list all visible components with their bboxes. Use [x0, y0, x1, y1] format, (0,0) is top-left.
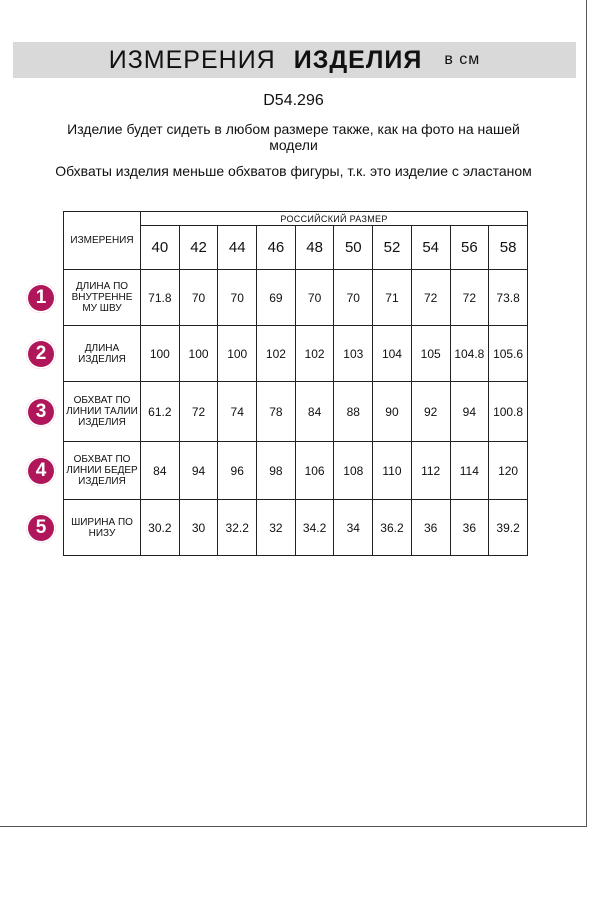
size-header-44: 44	[218, 226, 257, 270]
size-header-40: 40	[141, 226, 180, 270]
table-cell: 100	[218, 326, 257, 382]
table-cell: 34.2	[295, 500, 334, 556]
table-cell: 72	[411, 270, 450, 326]
table-cell: 100	[141, 326, 180, 382]
table-cell: 84	[295, 382, 334, 442]
table-row	[64, 382, 528, 442]
elastane-note: Обхваты изделия меньше обхватов фигуры, т.к. это изделие с эластаном	[55, 163, 532, 179]
table-cell: 108	[334, 442, 373, 500]
row-number-badge: 5	[26, 513, 56, 543]
table-cell: 36.2	[373, 500, 412, 556]
size-group-header: РОССИЙСКИЙ РАЗМЕР	[141, 212, 528, 226]
row-label: ДЛИНА ИЗДЕЛИЯ	[64, 326, 141, 382]
table-cell: 105	[411, 326, 450, 382]
table-cell: 70	[179, 270, 218, 326]
size-header-42: 42	[179, 226, 218, 270]
row-number-badge: 2	[26, 339, 56, 369]
table-cell: 70	[295, 270, 334, 326]
title-unit: в см	[444, 51, 481, 68]
row-number-badge: 3	[26, 397, 56, 427]
table-cell: 94	[450, 382, 489, 442]
table-cell: 94	[179, 442, 218, 500]
table-cell: 92	[411, 382, 450, 442]
table-cell: 39.2	[489, 500, 528, 556]
size-header-50: 50	[334, 226, 373, 270]
size-header-52: 52	[373, 226, 412, 270]
size-header-46: 46	[257, 226, 296, 270]
table-cell: 72	[450, 270, 489, 326]
table-cell: 70	[334, 270, 373, 326]
table-cell: 70	[218, 270, 257, 326]
table-cell: 32	[257, 500, 296, 556]
table-row	[64, 270, 528, 326]
table-cell: 106	[295, 442, 334, 500]
title-part-1: ИЗМЕРЕНИЯ	[108, 45, 276, 74]
row-number-badge: 1	[26, 283, 56, 313]
table-cell: 74	[218, 382, 257, 442]
table-cell: 61.2	[141, 382, 180, 442]
table-cell: 73.8	[489, 270, 528, 326]
table-cell: 30	[179, 500, 218, 556]
size-table	[63, 211, 528, 556]
row-label: ШИРИНА ПО НИЗУ	[64, 500, 141, 556]
table-cell: 114	[450, 442, 489, 500]
table-cell: 30.2	[141, 500, 180, 556]
table-cell: 84	[141, 442, 180, 500]
table-row	[64, 326, 528, 382]
title-part-2: ИЗДЕЛИЯ	[293, 45, 423, 74]
table-cell: 71.8	[141, 270, 180, 326]
size-header-56: 56	[450, 226, 489, 270]
fit-note: Изделие будет сидеть в любом размере также, как на фото на нашей модели	[67, 121, 520, 153]
table-cell: 112	[411, 442, 450, 500]
table-cell: 71	[373, 270, 412, 326]
table-cell: 100	[179, 326, 218, 382]
row-label: ДЛИНА ПО ВНУТРЕННЕ МУ ШВУ	[64, 270, 141, 326]
size-header-48: 48	[295, 226, 334, 270]
table-row	[64, 500, 528, 556]
table-cell: 34	[334, 500, 373, 556]
table-cell: 105.6	[489, 326, 528, 382]
row-label: ОБХВАТ ПО ЛИНИИ ТАЛИИ ИЗДЕЛИЯ	[64, 382, 141, 442]
row-label: ОБХВАТ ПО ЛИНИИ БЕДЕР ИЗДЕЛИЯ	[64, 442, 141, 500]
table-cell: 32.2	[218, 500, 257, 556]
table-cell: 98	[257, 442, 296, 500]
size-header-54: 54	[411, 226, 450, 270]
table-cell: 36	[411, 500, 450, 556]
table-row	[64, 442, 528, 500]
table-cell: 102	[295, 326, 334, 382]
row-number-badge: 4	[26, 456, 56, 486]
table-cell: 78	[257, 382, 296, 442]
table-cell: 120	[489, 442, 528, 500]
table-cell: 88	[334, 382, 373, 442]
size-header-58: 58	[489, 226, 528, 270]
table-cell: 90	[373, 382, 412, 442]
table-cell: 104.8	[450, 326, 489, 382]
article-number: D54.296	[263, 92, 324, 109]
table-cell: 102	[257, 326, 296, 382]
table-cell: 36	[450, 500, 489, 556]
title-banner	[13, 42, 576, 78]
measurement-header: ИЗМЕРЕНИЯ	[64, 212, 141, 270]
table-cell: 69	[257, 270, 296, 326]
table-cell: 110	[373, 442, 412, 500]
table-cell: 100.8	[489, 382, 528, 442]
table-cell: 96	[218, 442, 257, 500]
table-cell: 103	[334, 326, 373, 382]
table-cell: 104	[373, 326, 412, 382]
table-cell: 72	[179, 382, 218, 442]
